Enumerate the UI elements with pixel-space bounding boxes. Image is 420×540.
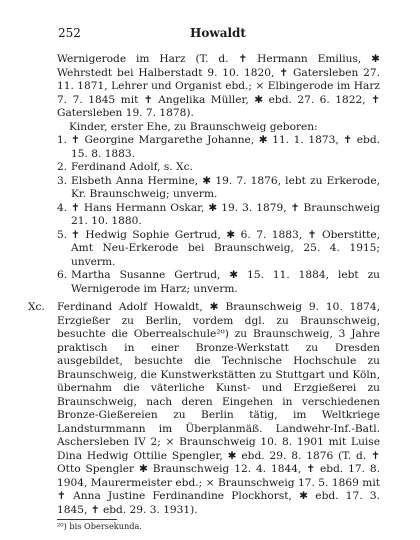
list-item-number: 2.	[57, 161, 68, 173]
list-item	[57, 175, 380, 202]
list-item-text: Martha Susanne Gertrud, ✱ 15. 11. 1884, lebt zu Wernigerode im Harz; unverm.	[71, 269, 380, 295]
running-head: Howaldt	[190, 26, 246, 40]
page-number: 252	[58, 26, 81, 40]
list-item-number: 4.	[57, 201, 68, 214]
list-item	[57, 269, 380, 296]
page-header	[58, 26, 378, 42]
intro-paragraph: Wernigerode im Harz (T. d. ✝ Hermann Emilius, ✱ Wehrstedt bei Halberstadt 9. 10. 1820, ✝ Gatersleben 27. 11. 1871, Lehrer und Organist ebd.; ⨯ Elbingerode im Harz 7. 7. 1845 mit ✝ Angelika Müller, ✱ ebd. 27. 6. 1822, ✝ Gatersleben 19. 7. 1878).	[57, 53, 380, 119]
list-item-number: 1.	[57, 134, 68, 146]
entry-marker: Xc.	[28, 301, 45, 313]
children-list	[57, 134, 380, 296]
list-item-number: 3.	[57, 174, 68, 187]
list-item	[57, 202, 380, 229]
list-item-text: ✝ Hedwig Sophie Gertrud, ✱ 6. 7. 1883, ✝ Oberstitte, Amt Neu-Erkerode bei Braunschweig, 25. 4. 1915; unverm.	[71, 228, 380, 268]
list-item-number: 6.	[57, 269, 68, 281]
entry-text: Ferdinand Adolf Howaldt, ✱ Braunschweig 9. 10. 1874, Erzgießer zu Berlin, vordem dgl. zu Braunschweig, besuchte die Oberrealschule²⁰) zu Braunschweig, 3 Jahre praktisch in einer Bronze-Werkstatt zu Dresden ausgebildet, besuchte die Technische Hochschule zu Braunschweig, die Kunstwerkstätten zu Stuttgart und Köln, übernahm die väterliche Kunst- und Erzgießerei zu Braunschweig, nach deren Eingehen in verschiedenen Bronze-Gießereien zu Berlin tätig, im Weltkriege Landsturmmann im Überplanmäß. Landwehr-Inf.-Batl. Aschersleben IV 2; ⨯ Braunschweig 10. 8. 1901 mit Luise Dina Hedwig Ottilie Spengler, ✱ ebd. 29. 8. 1876 (T. d. ✝ Otto Spengler ✱ Braunschweig 12. 4. 1844, ✝ ebd. 17. 8. 1904, Maurermeister ebd.; ⨯ Braunschweig 17. 5. 1869 mit ✝ Anna Justine Ferdinandine Plockhorst, ✱ ebd. 17. 3. 1845, ✝ ebd. 29. 3. 1931).	[57, 301, 380, 516]
footnote: ²⁰) bis Obersekunda.	[57, 521, 143, 531]
children-heading: Kinder, erster Ehe, zu Braunschweig geboren:	[69, 120, 318, 133]
footnote-divider	[57, 519, 117, 520]
list-item-text: Elsbeth Anna Hermine, ✱ 19. 7. 1876, lebt zu Erkerode, Kr. Braunschweig; unverm.	[71, 174, 380, 200]
list-item-text: ✝ Hans Hermann Oskar, ✱ 19. 3. 1879, ✝ Braunschweig 21. 10. 1880.	[71, 201, 380, 227]
list-item-text: ✝ Georgine Margarethe Johanne, ✱ 11. 1. 1873, ✝ ebd. 15. 8. 1883.	[71, 134, 380, 160]
list-item	[57, 134, 380, 161]
list-item-text: Ferdinand Adolf, s. Xc.	[71, 161, 193, 173]
list-item-number: 5.	[57, 228, 68, 241]
genealogy-entry	[28, 301, 380, 517]
page-body	[28, 53, 380, 531]
list-item	[57, 229, 380, 270]
list-item	[57, 161, 380, 175]
